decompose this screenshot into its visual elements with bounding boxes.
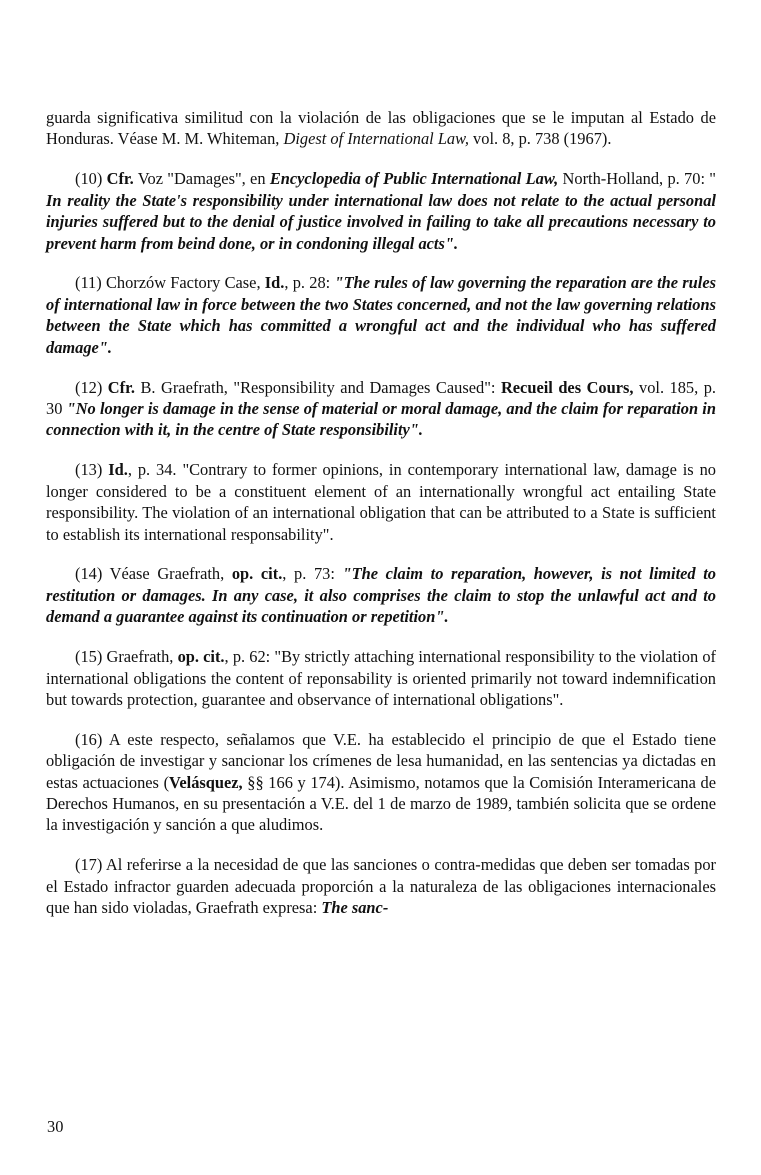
bold-text: Recueil des Cours, — [500, 377, 634, 397]
italic-quote: "The rules of law governing the reparation are the rules of international law in force between the two States concerned, and not the law governing relations between the State which has committed a wrongful act and the individual who has suffered damage". — [46, 273, 716, 357]
text: , p. 62: "By strictly attaching international responsibility to the violation of international obligations the content of reponsability is oriented primarily not toward indemnification but towards protection, guarantee and observance of international obligations". — [46, 647, 716, 709]
footnote-number: (11) — [75, 273, 102, 293]
text: , p. 28: — [284, 273, 335, 293]
footnote-15 — [46, 646, 716, 710]
italic-quote: The sanc- — [321, 898, 389, 918]
footnote-number: (12) — [75, 377, 103, 397]
italic-title: Digest of International Law, — [283, 129, 469, 149]
footnote-number: (15) — [75, 647, 103, 667]
bold-text: Velásquez, — [169, 772, 243, 792]
continuation-paragraph — [46, 107, 716, 150]
bold-text: Id. — [264, 273, 285, 293]
footnote-13 — [46, 459, 716, 545]
text: vol. 185, p. 30 — [46, 377, 717, 418]
bold-text: Cfr. — [102, 169, 134, 189]
text: Véase Graefrath, — [102, 564, 232, 584]
text: Graefrath, — [102, 647, 178, 667]
bold-text: Id. — [102, 460, 128, 480]
footnote-17 — [46, 854, 716, 918]
text: §§ 166 y 174). Asimismo, notamos que la Comisión Interamericana de Derechos Humanos, en su presentación a V.E. del 1 de marzo de 1989, también solicita que se ordene la investigación y sanción a que aludimos. — [46, 772, 716, 835]
text: guarda significativa similitud con la violación de las obligaciones que se le imputan al Estado de Honduras. Véase M. M. Whiteman, — [46, 108, 716, 149]
footnote-number: (14) — [75, 564, 103, 584]
italic-quote: "The claim to reparation, however, is not limited to restitution or damages. In any case, it also comprises the claim to stop the unlawful act and to demand a guarantee against its continuation or repetition". — [46, 564, 716, 627]
text: , p. 34. "Contrary to former opinions, in contemporary international law, damage is no longer considered to be a constituent element of an internationally wrongful act entailing State responsibility. The violation of an international obligation that can be attributed to a State is sufficient to establish its international responsability". — [46, 460, 716, 544]
text: Al referirse a la necesidad de que las sanciones o contra-medidas que deben ser tomadas por el Estado infractor guarden adecuada proporción a la naturaleza de las obligaciones internacionales que han sido violadas, Graefrath expresa: — [46, 855, 716, 918]
text: North-Holland, p. 70: " — [558, 169, 716, 189]
text: vol. 8, p. 738 (1967). — [468, 129, 612, 149]
footnote-10 — [46, 168, 716, 254]
italic-quote: In reality the State's responsibility under international law does not relate to the actual personal injuries suffered but to the denial of justice involved in failing to take all precautions necessary to prevent harm from beind done, or in condoning illegal acts". — [46, 190, 716, 253]
document-body — [46, 107, 716, 937]
bold-text: Cfr. — [102, 377, 135, 397]
footnote-14 — [46, 563, 716, 627]
footnote-number: (17) — [75, 855, 103, 875]
text: A este respecto, señalamos que V.E. ha establecido el principio de que el Estado tiene obligación de investigar y sancionar los crímenes de lesa humanidad, en las sentencias ya dictadas en estas actuaciones ( — [46, 729, 716, 792]
italic-title: Encyclopedia of Public International Law, — [269, 169, 559, 189]
footnote-12 — [46, 377, 716, 441]
bold-text: op. cit. — [177, 647, 225, 667]
text: B. Graefrath, "Responsibility and Damages Caused": — [134, 377, 501, 397]
text: Voz "Damages", en — [133, 169, 270, 189]
italic-quote: "No longer is damage in the sense of material or moral damage, and the claim for reparation in connection with it, in the centre of State responsibility". — [46, 398, 716, 440]
text: Chorzów Factory Case, — [101, 273, 265, 293]
footnote-number: (13) — [75, 460, 103, 480]
footnote-11 — [46, 272, 716, 358]
footnote-number: (16) — [75, 729, 103, 749]
text: , p. 73: — [282, 564, 343, 584]
footnote-16 — [46, 729, 716, 836]
footnote-number: (10) — [75, 169, 103, 189]
page-number: 30 — [47, 1117, 64, 1136]
bold-text: op. cit. — [231, 564, 283, 584]
